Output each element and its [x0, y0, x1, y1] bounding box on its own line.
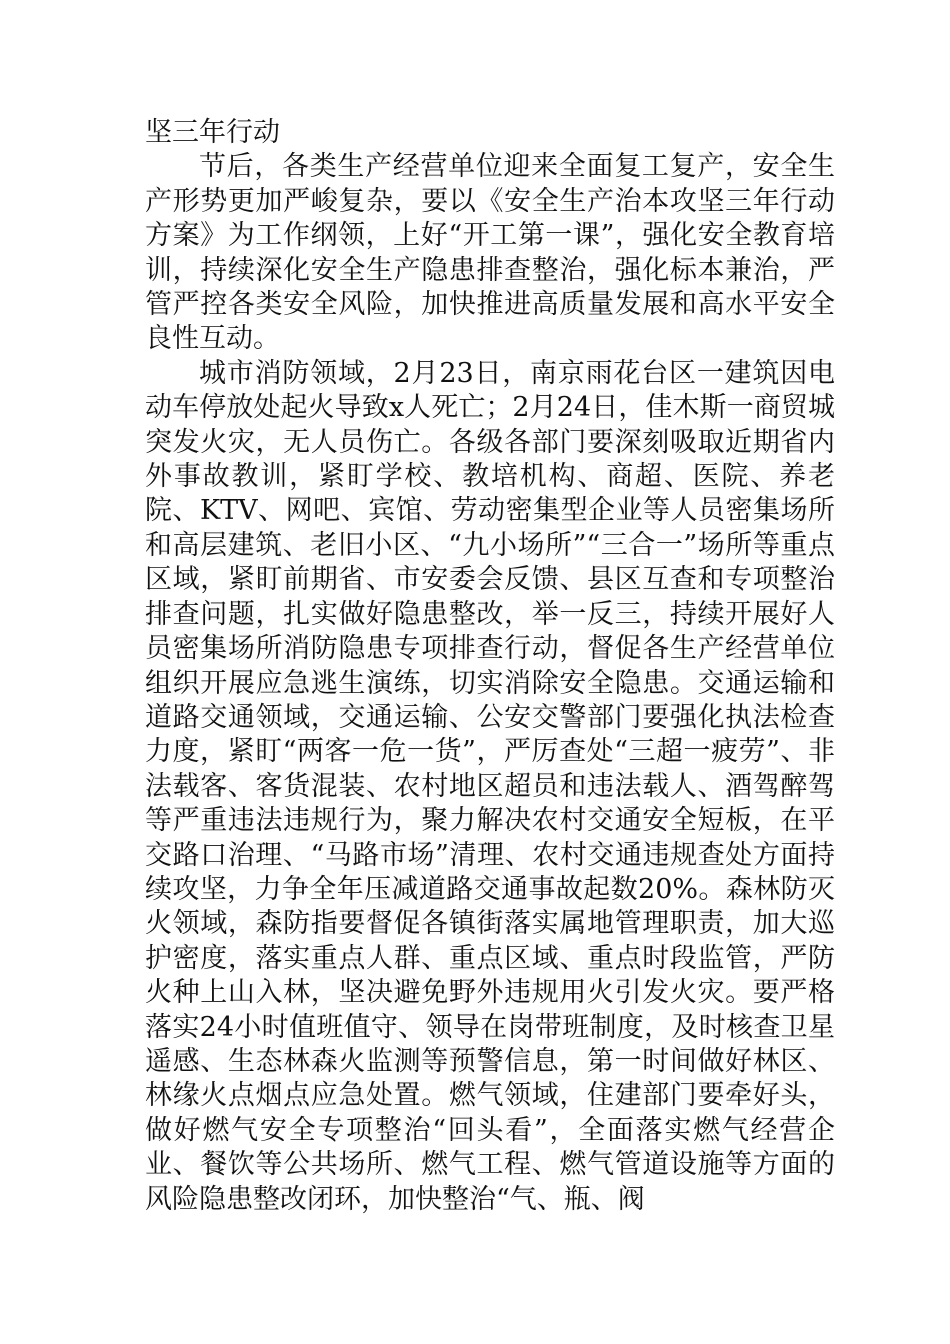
- document-body: [145, 116, 835, 1217]
- continued-heading: 坚三年行动: [145, 117, 280, 148]
- paragraph-work-guideline: 节后，各类生产经营单位迎来全面复工复产，安全生产形势更加严峻复杂，要以《安全生产治本攻坚三年行动方案》为工作纲领，上好“开工第一课”，强化安全教育培训，持续深化安全生产隐患排查整治，强化标本兼治，严管严控各类安全风险，加快推进高质量发展和高水平安全良性互动。: [145, 151, 835, 355]
- paragraph-key-fields: 城市消防领域，2月23日，南京雨花台区一建筑因电动车停放处起火导致x人死亡；2月24日，佳木斯一商贸城突发火灾，无人员伤亡。各级各部门要深刻吸取近期省内外事故教训，紧盯学校、教培机构、商超、医院、养老院、KTV、网吧、宾馆、劳动密集型企业等人员密集场所和高层建筑、老旧小区、“九小场所”“三合一”场所等重点区域，紧盯前期省、市安委会反馈、县区互查和专项整治排查问题，扎实做好隐患整改，举一反三，持续开展好人员密集场所消防隐患专项排查行动，督促各生产经营单位组织开展应急逃生演练，切实消除安全隐患。交通运输和道路交通领域，交通运输、公安交警部门要强化执法检查力度，紧盯“两客一危一货”，严厉查处“三超一疲劳”、非法载客、客货混装、农村地区超员和违法载人、酒驾醉驾等严重违法违规行为，聚力解决农村交通安全短板，在平交路口治理、“马路市场”清理、农村交通违规查处方面持续攻坚，力争全年压减道路交通事故起数20%。森林防灭火领域，森防指要督促各镇街落实属地管理职责，加大巡护密度，落实重点人群、重点区域、重点时段监管，严防火种上山入林，坚决避免野外违规用火引发火灾。要严格落实24小时值班值守、领导在岗带班制度，及时核查卫星遥感、生态林森火监测等预警信息，第一时间做好林区、林缘火点烟点应急处置。燃气领域，住建部门要牵好头，做好燃气安全专项整治“回头看”，全面落实燃气经营企业、餐饮等公共场所、燃气工程、燃气管道设施等方面的风险隐患整改闭环，加快整治“气、瓶、阀: [145, 357, 835, 1215]
